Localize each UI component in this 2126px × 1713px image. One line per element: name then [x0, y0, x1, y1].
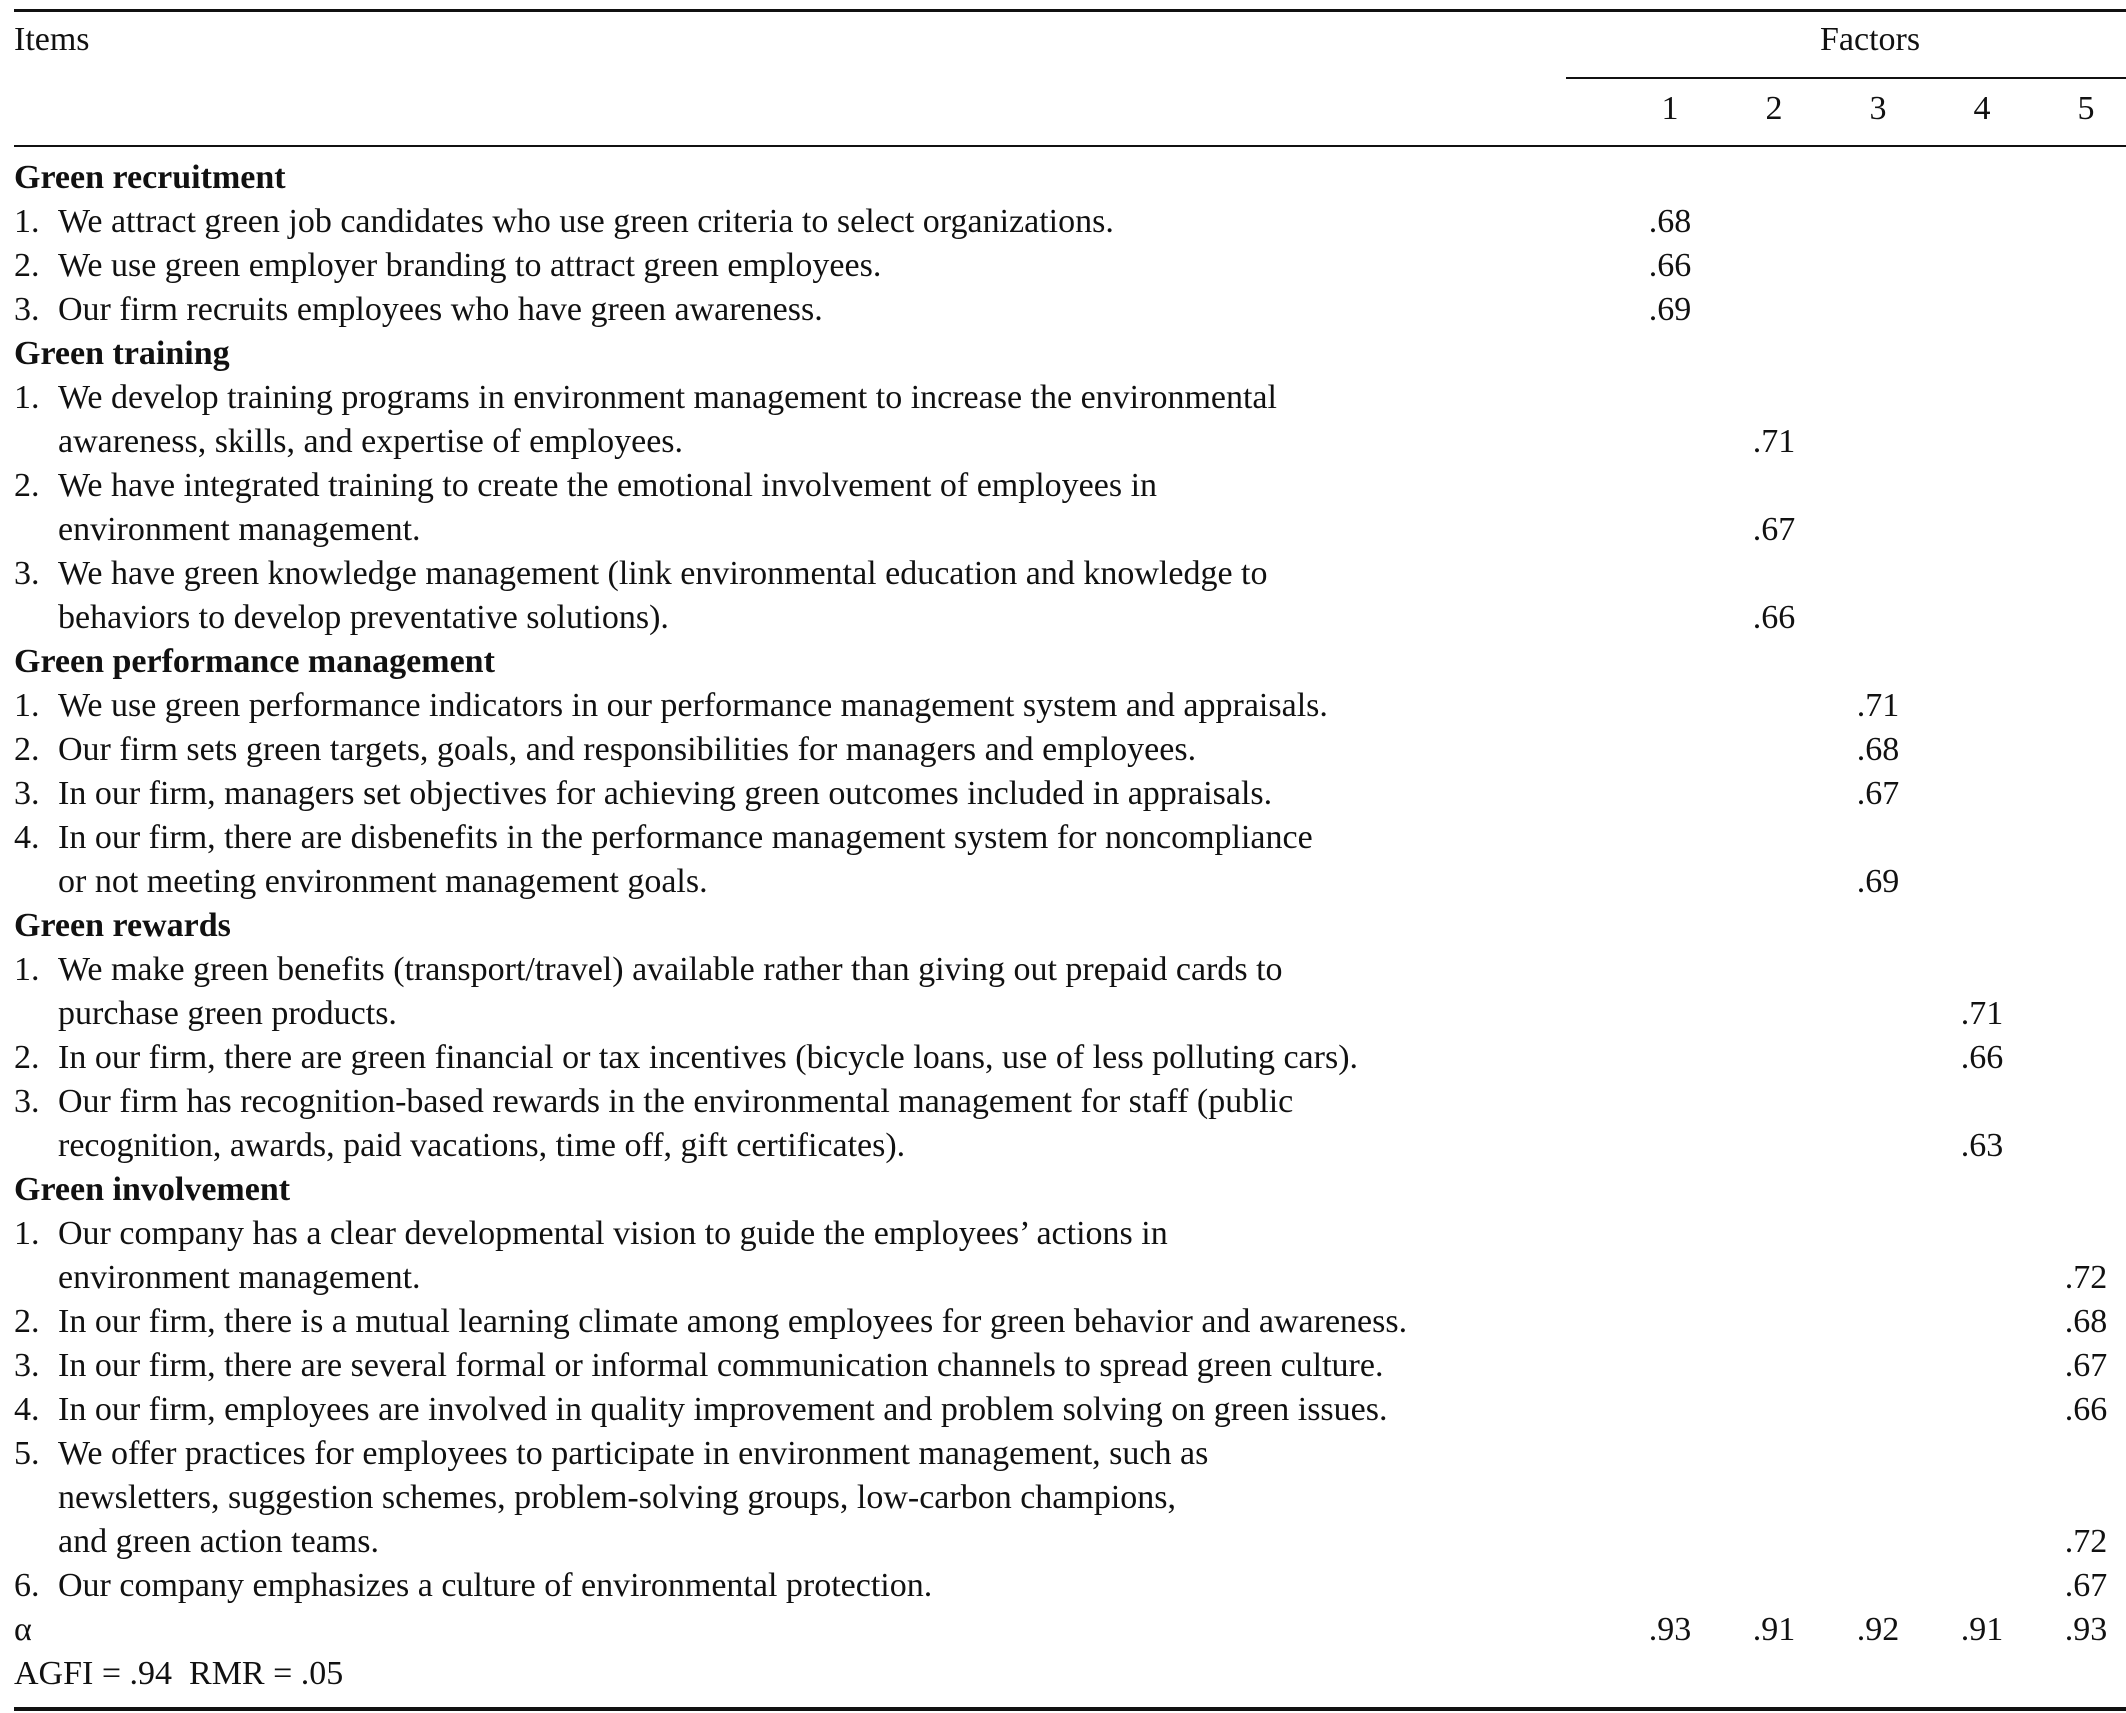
item-number: 3.	[14, 1083, 40, 1120]
item-text: Our firm has recognition-based rewards in the environmental management for staff (public	[58, 1083, 1294, 1120]
item-number: 4.	[14, 819, 40, 856]
item-number: 1.	[14, 687, 40, 724]
item-number: 2.	[14, 731, 40, 768]
item-number: 4.	[14, 1391, 40, 1428]
table-row	[0, 596, 2126, 640]
item-text: or not meeting environment management goals.	[58, 863, 708, 900]
item-text: In our firm, there are several formal or informal communication channels to spread green culture.	[58, 1347, 1384, 1384]
factor-loading: .67	[2064, 1347, 2108, 1384]
alpha-label: α	[14, 1611, 32, 1648]
table-row	[0, 1344, 2126, 1388]
factor-loading: .66	[2064, 1391, 2108, 1428]
factor-loading: .71	[1960, 995, 2004, 1032]
factor-column-5: 5	[2077, 90, 2095, 127]
table-row	[0, 1036, 2126, 1080]
item-number: 2.	[14, 247, 40, 284]
item-text: In our firm, there are disbenefits in the performance management system for noncompliance	[58, 819, 1313, 856]
alpha-value: .92	[1856, 1611, 1900, 1648]
group-heading-row	[0, 640, 2126, 684]
table-row	[0, 1388, 2126, 1432]
factor-column-1: 1	[1661, 90, 1679, 127]
item-number: 1.	[14, 1215, 40, 1252]
item-text: We develop training programs in environment management to increase the environmental	[58, 379, 1277, 416]
factor-loading: .66	[1960, 1039, 2004, 1076]
items-header: Items	[14, 21, 90, 58]
group-title: Green involvement	[14, 1171, 291, 1208]
item-number: 6.	[14, 1567, 40, 1604]
item-text: purchase green products.	[58, 995, 397, 1032]
item-number: 3.	[14, 555, 40, 592]
group-title: Green rewards	[14, 907, 231, 944]
table-row	[0, 1432, 2126, 1476]
factor-loading: .72	[2064, 1259, 2108, 1296]
factor-loading: .66	[1752, 599, 1796, 636]
table-row	[0, 772, 2126, 816]
item-text: Our company emphasizes a culture of environmental protection.	[58, 1567, 933, 1604]
group-heading-row	[0, 904, 2126, 948]
item-number: 2.	[14, 1039, 40, 1076]
item-text: We use green performance indicators in our performance management system and appraisals.	[58, 687, 1328, 724]
item-number: 3.	[14, 775, 40, 812]
group-heading-row	[0, 332, 2126, 376]
item-text: Our company has a clear developmental vision to guide the employees’ actions in	[58, 1215, 1168, 1252]
item-number: 3.	[14, 1347, 40, 1384]
item-text: We use green employer branding to attract green employees.	[58, 247, 882, 284]
top-rule	[14, 9, 2126, 12]
factor-column-2: 2	[1765, 90, 1783, 127]
item-number: 2.	[14, 467, 40, 504]
fit-indices: AGFI = .94 RMR = .05	[14, 1655, 344, 1692]
item-text: behaviors to develop preventative solutions).	[58, 599, 669, 636]
bottom-rule	[14, 1707, 2126, 1711]
factor-loading: .71	[1752, 423, 1796, 460]
item-text: newsletters, suggestion schemes, problem-solving groups, low-carbon champions,	[58, 1479, 1177, 1516]
factor-loading: .68	[1856, 731, 1900, 768]
alpha-value: .91	[1752, 1611, 1796, 1648]
group-heading-row	[0, 156, 2126, 200]
factor-loading: .67	[1752, 511, 1796, 548]
factors-rule	[1566, 77, 2126, 79]
factor-loading: .67	[1856, 775, 1900, 812]
table-row	[0, 728, 2126, 772]
item-number: 1.	[14, 203, 40, 240]
item-text: awareness, skills, and expertise of employees.	[58, 423, 684, 460]
factor-loading: .72	[2064, 1523, 2108, 1560]
factor-loading: .69	[1856, 863, 1900, 900]
factor-loading: .67	[2064, 1567, 2108, 1604]
factor-loading: .69	[1648, 291, 1692, 328]
item-number: 5.	[14, 1435, 40, 1472]
table-row	[0, 508, 2126, 552]
alpha-value: .93	[1648, 1611, 1692, 1648]
factor-loading: .71	[1856, 687, 1900, 724]
table-row	[0, 1080, 2126, 1124]
table-row	[0, 860, 2126, 904]
item-text: In our firm, there are green financial or tax incentives (bicycle loans, use of less polluting cars).	[58, 1039, 1359, 1076]
item-text: environment management.	[58, 1259, 421, 1296]
table-row	[0, 420, 2126, 464]
item-text: environment management.	[58, 511, 421, 548]
factor-column-3: 3	[1869, 90, 1887, 127]
table-row	[0, 992, 2126, 1036]
table-row	[0, 200, 2126, 244]
factor-column-4: 4	[1973, 90, 1991, 127]
item-text: In our firm, employees are involved in quality improvement and problem solving on green issues.	[58, 1391, 1388, 1428]
table-row	[0, 288, 2126, 332]
item-number: 3.	[14, 291, 40, 328]
table-row	[0, 948, 2126, 992]
item-text: and green action teams.	[58, 1523, 379, 1560]
item-text: In our firm, managers set objectives for achieving green outcomes included in appraisals.	[58, 775, 1273, 812]
factors-header: Factors	[1820, 21, 1921, 58]
alpha-row	[0, 1608, 2126, 1652]
item-text: Our firm sets green targets, goals, and responsibilities for managers and employees.	[58, 731, 1197, 768]
item-number: 2.	[14, 1303, 40, 1340]
group-title: Green recruitment	[14, 159, 286, 196]
item-number: 1.	[14, 951, 40, 988]
table-row	[0, 1300, 2126, 1344]
table-row	[0, 1212, 2126, 1256]
fit-indices-row	[0, 1652, 2126, 1696]
factor-loading: .66	[1648, 247, 1692, 284]
alpha-value: .91	[1960, 1611, 2004, 1648]
item-text: Our firm recruits employees who have green awareness.	[58, 291, 823, 328]
factor-loading: .63	[1960, 1127, 2004, 1164]
table-row	[0, 1564, 2126, 1608]
table-row	[0, 376, 2126, 420]
item-number: 1.	[14, 379, 40, 416]
item-text: recognition, awards, paid vacations, time off, gift certificates).	[58, 1127, 906, 1164]
table-row	[0, 1476, 2126, 1520]
header-rule	[14, 145, 2126, 147]
table-row	[0, 1124, 2126, 1168]
factor-loading: .68	[2064, 1303, 2108, 1340]
group-title: Green training	[14, 335, 230, 372]
item-text: We make green benefits (transport/travel) available rather than giving out prepaid cards to	[58, 951, 1283, 988]
table-row	[0, 464, 2126, 508]
table-row	[0, 684, 2126, 728]
table-row	[0, 1256, 2126, 1300]
group-title: Green performance management	[14, 643, 495, 680]
item-text: We have integrated training to create the emotional involvement of employees in	[58, 467, 1158, 504]
item-text: We offer practices for employees to participate in environment management, such as	[58, 1435, 1209, 1472]
table-row	[0, 1520, 2126, 1564]
factor-loading: .68	[1648, 203, 1692, 240]
item-text: We attract green job candidates who use green criteria to select organizations.	[58, 203, 1114, 240]
item-text: We have green knowledge management (link environmental education and knowledge to	[58, 555, 1268, 592]
group-heading-row	[0, 1168, 2126, 1212]
item-text: In our firm, there is a mutual learning climate among employees for green behavior and awareness.	[58, 1303, 1408, 1340]
table-row	[0, 816, 2126, 860]
table-row	[0, 552, 2126, 596]
table-row	[0, 244, 2126, 288]
alpha-value: .93	[2064, 1611, 2108, 1648]
